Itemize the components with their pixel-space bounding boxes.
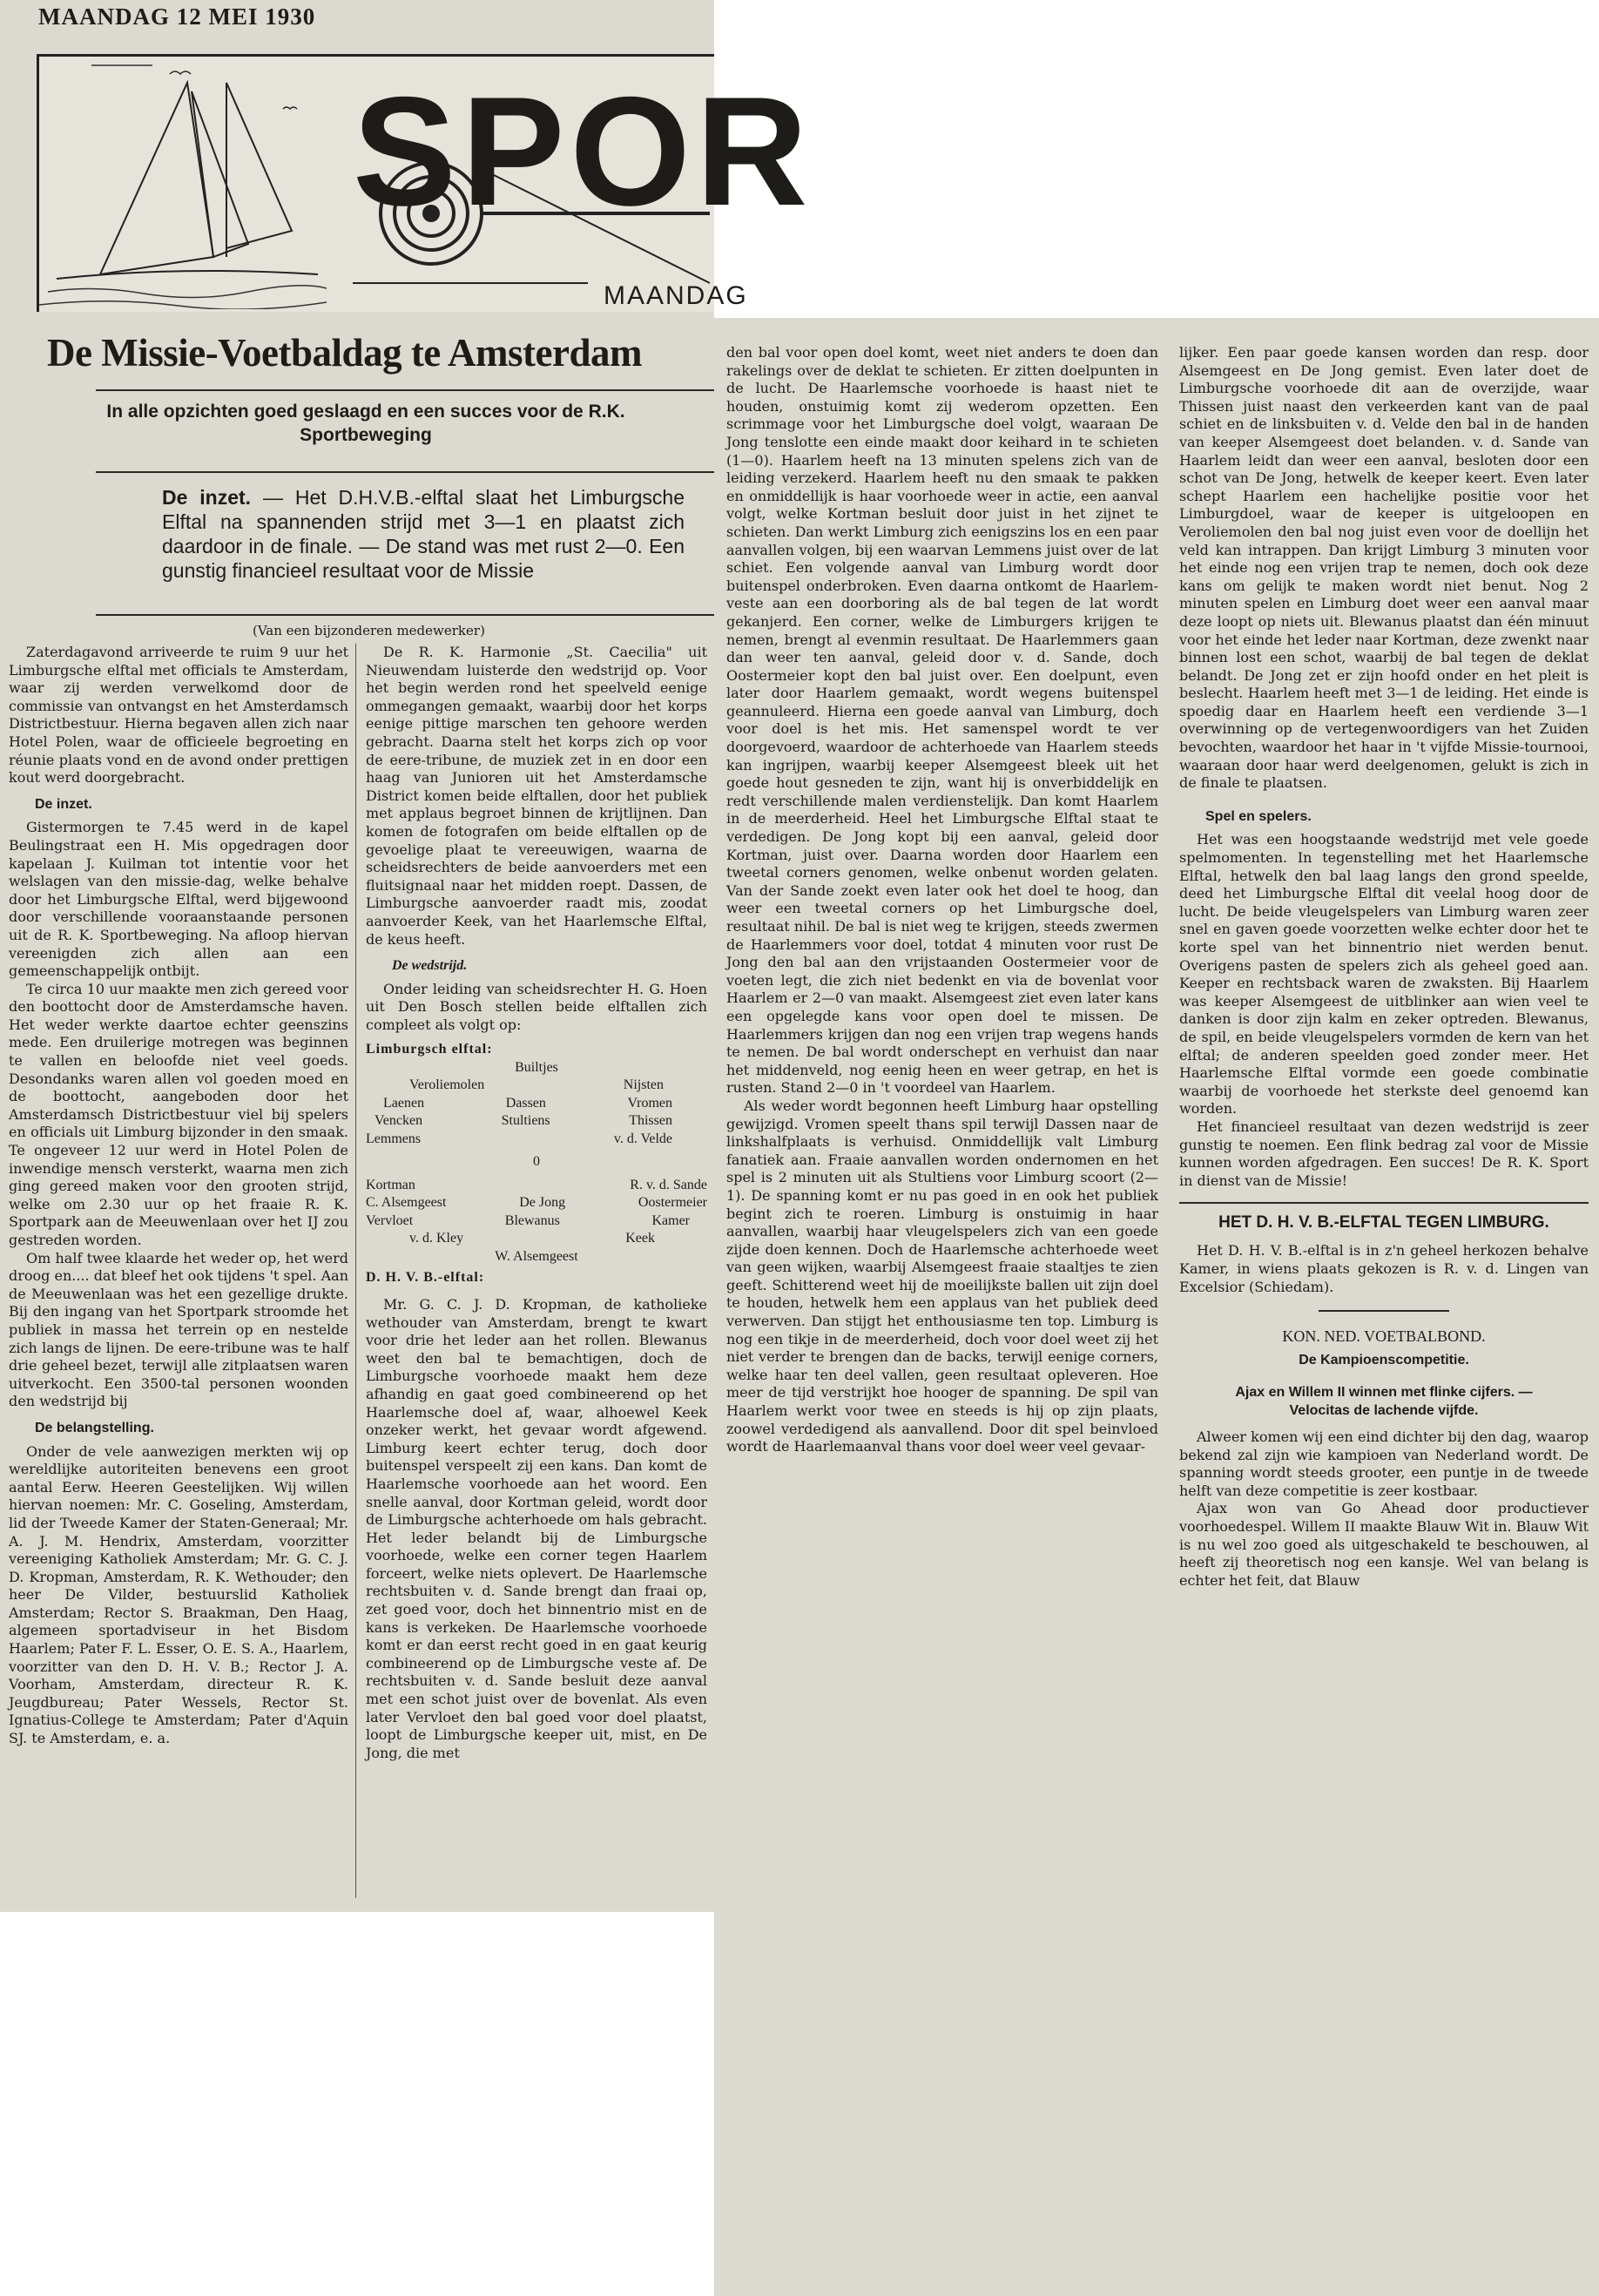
lineup-player: R. v. d. Sande <box>630 1177 707 1192</box>
text-column-4 <box>1179 344 1589 1590</box>
divider <box>96 389 714 391</box>
lineup-player: Laenen <box>383 1095 425 1111</box>
sailboat-illustration <box>39 57 327 309</box>
lineup-player: Thissen <box>629 1113 672 1129</box>
paragraph: Onder de vele aanwezigen merkten wij op wereldlijke autoriteiten benevens een groot aantal Eerw. Heeren Geestelijken. Wij willen hiervan noemen: Mr. C. Goseling, Amsterdam, lid der Tweede Kamer der Staten-Generaal; Mr. A. J. M. Hendrix, Amsterdam, voorzitter vereeniging Katholiek Amsterdam; Mr. G. C. J. D. Kropman, Amsterdam, R. K. Wethouder; den heer De Vilder, bestuurslid Katholiek Amsterdam; Rector S. Braakman, Den Haag, algemeen sportadviseur in het Bisdom Haarlem; Pater F. L. Esser, O. E. S. A., Haarlem, voorzitter van den D. H. V. B.; Rector J. A. Voorham, Amsterdam, directeur R. K. Jeugdbureau; Pater Wessels, Rector St. Ignatius-College te Amsterdam; Pater d'Aquin SJ. te Amsterdam, e. a. <box>9 1442 348 1747</box>
lineup-player: Builtjes <box>515 1059 558 1075</box>
section-heading: De inzet. <box>35 796 92 812</box>
summary-lead: De inzet. <box>162 486 252 509</box>
paragraph: Zaterdagavond arriveerde te ruim 9 uur het Limburgsche elftal met officials te Amsterdam, waar zij werden verwelkomd door de commissie van ontvangst en het Amsterdamsch Districtbestuur. Hierna begaven allen zich naar Hotel Polen, waar de officieele begroeting en réunie plaats vond en de avond onder prettigen kout werd doorgebracht. <box>9 644 348 787</box>
lineup-label: Limburgsch elftal: <box>366 1042 493 1057</box>
section-heading: De wedstrijd. <box>392 958 468 974</box>
paragraph: Ajax won van Go Ahead door productiever voorhoedespel. Willem II maakte Blauw Wit in. Blauw Wit is nu wel zoo goed als uitgeschakeld te beschouwen, al heeft zij theoretisch nog een kansje. Wel van belang is echter het feit, dat Blauw <box>1179 1500 1589 1589</box>
lineup-player: W. Alsemgeest <box>495 1248 578 1264</box>
paragraph: Gistermorgen te 7.45 werd in de kapel Beulingstraat een H. Mis opgedragen door kapelaan J. Kuilman tot intentie voor het welslagen van den missie-dag, welke behalve door het Limburgsche Elftal, werd bijgewoond door verschillende vooraanstaande personen uit de R. K. Sportbeweging. Na afloop hiervan vereenigden zich allen aan een gemeenschappelijk ontbijt. <box>9 819 348 980</box>
lineup-player: Nijsten <box>623 1077 664 1093</box>
paragraph: Alweer komen wij een eind dichter bij den dag, waarop bekend zal zijn wie kampioen van Nederland wordt. De spanning wordt steeds grooter, een puntje in de tweede helft van deze competitie is zeer kostbaar. <box>1179 1428 1589 1499</box>
paragraph: De R. K. Harmonie „St. Caecilia" uit Nieuwendam luisterde den wedstrijd op. Voor het begin werden rond het speelveld eenige ommegangen gemaakt, waarbij door het korps eenige pittige marschen ten gehoore werden gebracht. Daarna stelt het korps zich op voor de eere-tribune, de muziek zet in en door een haag van Junioren uit het Amsterdamsche District komen beide elftallen, door het publiek met applaus begroet binnen de krijtlijnen. Dan komen de fotografen om beide elftallen op de gevoelige plaat te vereeuwigen, waarna de scheidsrechters de beide aanvoerders met een fluitsignaal naar het midden roept. Dassen, de Limburgsche aanvoerder raadt mis, zoodat aanvoerder Keek, van het Haarlemsche Elftal, de keus heeft. <box>366 644 707 948</box>
header-strip <box>0 0 813 318</box>
box-heading: HET D. H. V. B.-ELFTAL TEGEN LIMBURG. <box>1218 1213 1549 1232</box>
lineup-player: Kortman <box>366 1177 415 1192</box>
article-headline: De Missie-Voetbaldag te Amsterdam <box>47 331 642 375</box>
lineup-label: D. H. V. B.-elftal: <box>366 1270 485 1286</box>
paragraph: Onder leiding van scheidsrechter H. G. Hoen uit Den Bosch stellen beide elftallen zich compleet als volgt op: <box>366 980 707 1033</box>
lineup-player: Vervloet <box>366 1212 414 1228</box>
divider <box>96 471 714 473</box>
paragraph: lijker. Een paar goede kansen worden dan resp. door Alsemgeest en De Jong gemist. Even later doet de Limburgsche voorhoede dit aan de overzijde, waar Thissen juist naast den verkeerden kant van de paal schiet en de linksbuiten v. d. Velde den bal in de handen van keeper Alsemgeest doet belanden. v. d. Sande van Haarlem leidt dan weer een aanval, besloten door een schot van De Jong, hetwelk de keeper keert. Even later schept Haarlem een hachelijke positie voor het Limburgdoel, waar de keeper is uitgeloopen en Veroliemolen den bal nog juist even voor de doellijn het veld kan intrappen. Dan krijgt Limburg 3 minuten voor het einde nog een vrijen trap te nemen, doch ook deze kans om gelijk te maken wordt niet benut. Nog 2 minuten spelen en Limburg doet weer een aanval maar deze loopt op niets uit. Blewanus plaatst dan één minuut voor het einde het leder naar Kortman, deze zwenkt naar binnen lost een schot, waarbij de bal tegen de deklat belandt. De Jong zet er zijn hoofd onder en het pleit is beslecht. Haarlem heeft met 3—1 de leiding. Het einde is spoedig daar en Haarlem heeft een verdiende 3—1 overwinning op de vertegenwoordigers van het Zuiden bevochten, waardoor het haar in 't vijfde Missie-tournooi, waaraan door haar werd deelgenomen, gelukt is zich in de finale te plaatsen. <box>1179 344 1589 792</box>
paragraph: den bal voor open doel komt, weet niet anders te doen dan rakelings over de deklat te schieten. Er zitten doelpunten in de lucht. De Haarlemsche voorhoede is haast niet te houden, onstuimig komt zij wederom opzetten. Een scrimmage voor het Limburgsche doel volgt, waaraan De Jong tenslotte een einde maakt door keihard in te schieten (1—0). Haarlem heeft na 13 minuten spelens zich van de leiding verzekerd. Haarlem heeft nu den smaak te pakken en onmiddellijk is haar voorhoede weer in actie, een aanval volgt, welke Kortman besluit door juist in het zijnet te schieten. Dan werkt Limburg zich eenigszins los en een paar aanvallen volgen, bij een waarvan Lemmens juist over de lat schiet. Een volgende aanval van Limburg wordt door buitenspel onderbroken. Even daarna ontkomt de Haarlem-veste aan een doorboring als de bal tegen de lat wordt gekanjerd. Een corner, welke de Limburgers krijgen te nemen, brengt al evenmin resultaat. De Haarlemmers gaan dan weer ten aanval, geleid door v. d. Sande, doch Oostermeier kopt den bal juist over. Een doelpunt, even later door Haarlem gemaakt, wordt wegens buitenspel geannuleerd. Hierna een goede aanval van Limburg, doch voor doel is het mis. Het samenspel wordt te ver doorgevoerd, waardoor de achterhoede van Haarlem steeds kan ingrijpen, waarbij keeper Alsemgeest bleek uit het goede hout gesneden te zijn, want hij is onverbiddelijk en redt verschillende malen verdienstelijk. Dan komt Haarlem in de meerderheid. Heel het Limburgsche Elftal staat te verdedigen. De Jong kopt bij een aanval, geleid door Kortman, juist over. Daarna worden door Haarlem een tweetal corners genomen, welke onbenut worden gelaten. Van der Sande zoekt even later ook het doel te hoog, dan weer een tweetal corners op het Limburgsche doel, resultaat nihil. De bal is niet weg te krijgen, steeds zwermen de Haarlemmers voor doel, totdat 4 minuten voor rust De Jong den bal aan den vrijstaanden Oostermeier voor de voeten legt, die zich niet bedenkt en via de bovenlat voor Haarlem er 2—0 van maakt. Alsemgeest ziet even later kans een opgelegde kans voor open doel te missen. De Haarlemmers krijgen dan nog een vrijen trap wegens hands te nemen. De bal wordt onderschept en verhuist dan naar het middenveld, nog eenig heen en weer getrap, en het is rusten. Stand 2—0 in 't voordeel van Haarlem. <box>726 344 1158 1097</box>
article-summary <box>162 485 685 583</box>
lineup-player: Blewanus <box>504 1212 560 1228</box>
summary-text: — Het D.H.V.B.-elftal slaat het Limburgsche Elftal na spannenden strijd met 3—1 en plaatst zich daardoor in de finale. — De stand was met rust 2—0. Een gunstig financieel resultaat voor de Missie <box>162 486 685 582</box>
lineup-player: Dassen <box>505 1095 546 1111</box>
divider <box>96 614 714 616</box>
maandag-tag: MAANDAG <box>604 281 748 310</box>
knvb-headline: Ajax en Willem II winnen met flinke cijfers. — Velocitas de lachende vijfde. <box>1235 1385 1533 1419</box>
article-left-block <box>0 318 718 1912</box>
text-column-3 <box>726 344 1158 1456</box>
knvb-subhead: De Kampioenscompetitie. <box>1299 1353 1469 1368</box>
divider <box>1179 1202 1589 1204</box>
lineup-player: C. Alsemgeest <box>366 1195 447 1211</box>
article-middle-column <box>714 318 1169 2296</box>
column-rule <box>355 644 356 1898</box>
lineup-player: Vromen <box>627 1095 672 1111</box>
lineup-player: Keek <box>625 1231 655 1246</box>
section-heading: Spel en spelers. <box>1205 808 1312 824</box>
paragraph: Mr. G. C. J. D. Kropman, de katholieke wethouder van Amsterdam, brengt te kwart voor drie het leder aan het rollen. Blewanus weet den bal te bemachtigen, doch de Limburgsche voorhoede maakt hem deze afhandig en gaat goed combineerend op het Haarlemsche doel af, waar, alhoewel Keek onzeker werkt, het gevaar wordt afgewend. Limburg keert echter terug, doch door buitenspel verspeelt zij een kans. Dan komt de Haarlemsche voorhoede aan het woord. Een snelle aanval, door Kortman geleid, wordt door de Limburgsche achterhoede om hals gebracht. Het leder belandt bij de Limburgsche voorhoede, welke een corner tegen Haarlem forceert, welke niets oplevert. De Haarlemsche rechtsbuiten v. d. Sande brengt dan fraai op, zet goed voor, doch het binnentrio mist en de kans is verkeken. De Haarlemsche voorhoede komt er dan eerst recht goed in en gaat keurig combineerend op de Limburgsche veste af. De rechtsbuiten v. d. Sande besluit deze aanval met een schot juist over de bovenlat. Als even later Vervloet den bal goed voor doel plaatst, loopt de Limburgsche keeper uit, mist, en De Jong, die met <box>366 1295 707 1761</box>
paragraph: Het was een hoogstaande wedstrijd met vele goede spelmomenten. In tegenstelling met het Haarlemsche Elftal, hetwelk den bal laag langs den grond speelde, deed het Limburgsche Elftal dit veelal hoog door de lucht. De beide vleugelspelers van Limburg waren zeer snel en gaven goede voorzetten welke echter door het te korte spel van het binnentrio niet werden benut. Overigens pasten de spelers zich als geheel goed aan. Keeper en rechtsback waren de zwaksten. Bij Haarlem was keeper Alsemgeest de uitblinker aan wien veel te danken is door zijn kalm en zeker optreden. Blewanus, de spil, en beide vleugelspelers vormden de kern van het elftal; de anderen speelden goed zonder meer. Het Haarlemsche Elftal vormde een goede combinatie waarbij de voorhoede het sterkste deel genoemd kan worden. <box>1179 831 1589 1118</box>
lineup-divider-zero: 0 <box>533 1154 540 1170</box>
text-column-2 <box>366 644 707 1762</box>
paragraph: Om half twee klaarde het weder op, het werd droog en.... dat bleef het ook tijdens 't spel. Aan de Meeuwenlaan was het een gezellige drukte. Bij den ingang van het Sportpark stroomde het publiek in massa het terrein op en nestelde zich langs de lijnen. De eere-tribune was te half drie geheel bezet, terwijl alle zitplaatsen waren uitverkocht. Een 3500-tal personen woonden den wedstrijd bij <box>9 1249 348 1410</box>
lineup-player: Lemmens <box>366 1131 422 1146</box>
byline: (Van een bijzonderen medewerker) <box>253 623 485 638</box>
paragraph: Als weder wordt begonnen heeft Limburg haar opstelling gewijzigd. Vromen speelt thans spil terwijl Dassen naar de linkshalfplaats is verhuisd. Onmiddellijk valt Limburg fanatiek aan. Fraaie aanvallen worden ondernomen en het spel is 2 minuten uit als Stultiens voor Limburg scoort (2—1). De spanning komt er nu pas goed in en ook het publiek begint zich te roeren. Limburg is onstuimig in haar aanvallen, waarbij haar vleugelspelers zich van een goede zijde doen kennen. Doch de Haarlemsche achterhoede weet van geen wijken, waarbij Alsemgeest fraaie staaltjes te zien geeft. Schitterend weet hij de moeilijkste ballen uit zijn doel te houden, hetwelk hem een applaus van het publiek deed verwerven. Dan stijgt het enthousiasme ten top. Limburg is nog een tikje in de meerderheid, doch voor doel weet zij het niet verder te brengen dan de backs, terwijl eenige corners, welke haar ten deel vallen, geen resultaat opleveren. Hoe meer de tijd verstrijkt hoe hooger de spanning. De spil van Haarlem werkt voor twee en steeds is hij op zijn plaats, zoowel verdedigend als aanvallend. Door dit spel beinvloed wordt de Haarlemaanval thans voor doel weer veel gevaar- <box>726 1097 1158 1455</box>
dateline: MAANDAG 12 MEI 1930 <box>38 3 316 30</box>
paragraph: Te circa 10 uur maakte men zich gereed voor den boottocht door de Amsterdamsche haven. Het weder werkte daartoe echter geenszins mede. Een druilerige motregen was beginnen te vallen en beloofde niet veel goeds. Desondanks waren allen vol goeden moed en de boottocht, aangeboden door het Amsterdamsch Districtbestuur viel bij spelers en officials uit Limburg bijzonder in den smaak. Te ongeveer 12 uur werd in Hotel Polen de inwendige mensch versterkt, waarna men zich ging gereed maken voor den grooten strijd, welke om 2.30 uur op het fraaie R. K. Sportpark aan de Meeuwenlaan over het IJ zou gestreden worden. <box>9 980 348 1248</box>
limburg-lineup <box>366 1041 707 1287</box>
sport-banner <box>37 54 813 312</box>
divider <box>1319 1310 1449 1312</box>
sport-wordmark: SPOR <box>353 64 813 238</box>
article-right-column <box>1167 318 1599 2296</box>
knvb-org: KON. NED. VOETBALBOND. <box>1282 1327 1486 1346</box>
lineup-player: Stultiens <box>501 1113 550 1129</box>
section-heading: De belangstelling. <box>35 1420 154 1435</box>
lineup-player: v. d. Kley <box>409 1231 464 1246</box>
paragraph: Het D. H. V. B.-elftal is in z'n geheel herkozen behalve Kamer, in wiens plaats gekozen is R. v. d. Lingen van Excelsior (Schiedam). <box>1179 1242 1589 1295</box>
lineup-player: Vencken <box>374 1113 423 1129</box>
lineup-player: Kamer <box>651 1212 690 1228</box>
text-column-1 <box>9 644 348 1748</box>
paragraph: Het financieel resultaat van dezen wedstrijd is zeer gunstig te noemen. Een flink bedrag zal voor de Missie kunnen worden afgedragen. Een succes! De R. K. Sport in dienst van de Missie! <box>1179 1118 1589 1189</box>
lineup-player: Oostermeier <box>638 1195 707 1211</box>
lineup-player: Veroliemolen <box>409 1077 485 1093</box>
article-subhead: In alle opzichten goed geslaagd en een succes voor de R.K. Sportbeweging <box>106 402 625 445</box>
lineup-player: De Jong <box>519 1195 566 1211</box>
lineup-player: v. d. Velde <box>613 1131 672 1146</box>
